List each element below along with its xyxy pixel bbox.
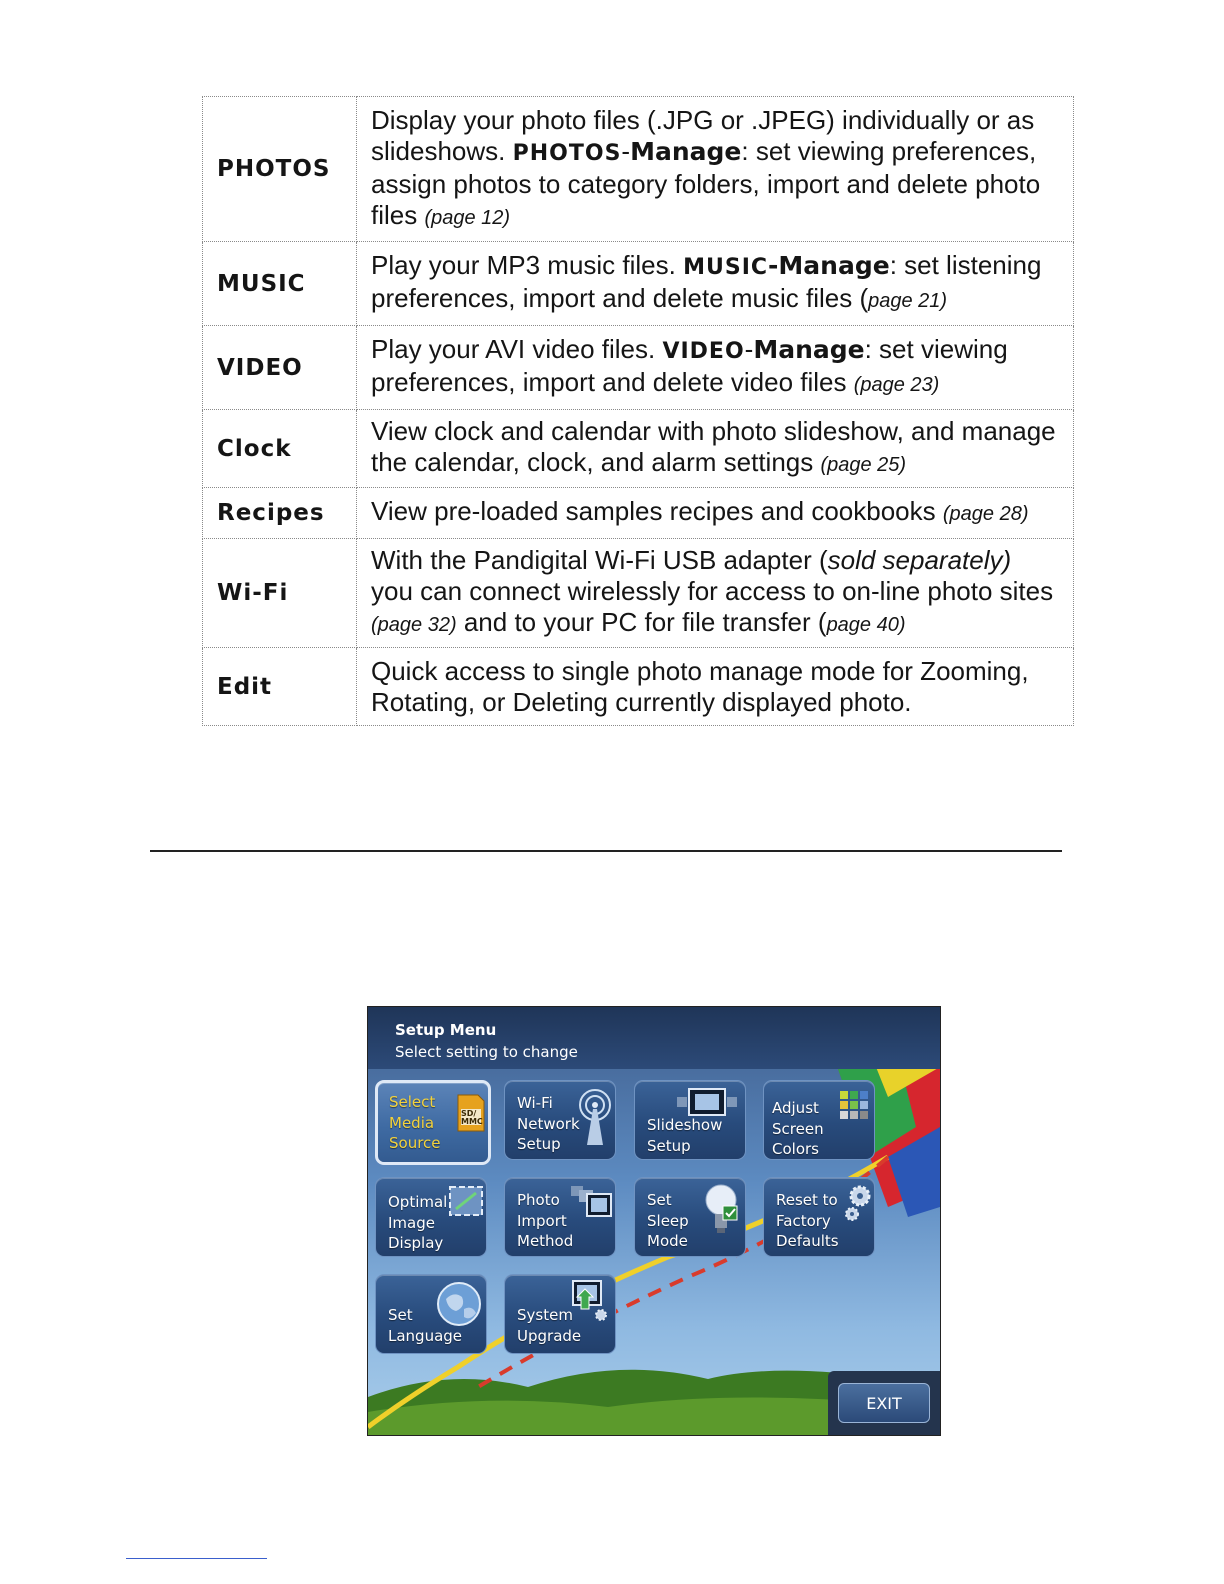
horizontal-rule [150, 850, 1062, 852]
photo-import-method-button[interactable] [504, 1177, 616, 1257]
lightbulb-icon [705, 1182, 741, 1240]
setup-menu-subtitle: Select setting to change [395, 1043, 578, 1061]
feature-table [202, 96, 1074, 726]
table-row [203, 488, 1074, 539]
table-row [203, 410, 1074, 488]
feature-label: Clock [203, 410, 357, 488]
table-row [203, 539, 1074, 648]
set-sleep-mode-button[interactable] [634, 1177, 746, 1257]
feature-description: View pre-loaded samples recipes and cookbooks (page 28) [357, 488, 1074, 539]
optimal-image-display-button[interactable] [375, 1177, 487, 1257]
setup-menu-screenshot [367, 1006, 941, 1436]
feature-label: Recipes [203, 488, 357, 539]
photo-stack-icon [569, 1184, 613, 1218]
table-row [203, 326, 1074, 410]
tile-label: Slideshow Setup [647, 1116, 723, 1155]
feature-description: Quick access to single photo manage mode for Zooming, Rotating, or Deleting currently displayed photo. [357, 648, 1074, 726]
set-language-button[interactable] [375, 1274, 487, 1354]
wifi-network-setup-button[interactable] [504, 1080, 616, 1160]
setup-menu-title: Setup Menu [395, 1021, 497, 1039]
adjust-screen-colors-button[interactable] [763, 1080, 875, 1160]
feature-label: MUSIC [203, 242, 357, 326]
exit-button[interactable]: EXIT [838, 1383, 930, 1423]
tile-label: Wi-Fi Network Setup [517, 1094, 580, 1153]
feature-description: Display your photo files (.JPG or .JPEG) individually or as slideshows. PHOTOS-Manage: set viewing preferences, assign photos to category folders, import and delete photo files (page 12) [357, 97, 1074, 242]
system-upgrade-button[interactable] [504, 1274, 616, 1354]
table-row [203, 242, 1074, 326]
table-row [203, 97, 1074, 242]
footnote-separator [126, 1558, 267, 1559]
tile-label: Optimal Image Display [388, 1193, 448, 1252]
wireless-antenna-icon [577, 1087, 613, 1147]
tile-label: Set Language [388, 1306, 463, 1345]
globe-icon [436, 1281, 482, 1327]
tile-label: Set Sleep Mode [647, 1191, 689, 1250]
select-media-source-button[interactable] [375, 1080, 491, 1165]
tile-label: Select Media Source [389, 1093, 441, 1152]
resize-frame-icon [448, 1185, 484, 1217]
feature-description: View clock and calendar with photo slideshow, and manage the calendar, clock, and alarm settings (page 25) [357, 410, 1074, 488]
gears-icon [844, 1184, 874, 1228]
color-grid-icon [840, 1091, 870, 1125]
tile-label: System Upgrade [517, 1306, 582, 1345]
tile-label: Photo Import Method [517, 1191, 574, 1250]
tile-label: Adjust Screen Colors [772, 1099, 824, 1158]
feature-description: With the Pandigital Wi-Fi USB adapter (sold separately) you can connect wirelessly for access to on-line photo sites (page 32) and to your PC for file transfer (page 40) [357, 539, 1074, 648]
feature-label: PHOTOS [203, 97, 357, 242]
upgrade-monitor-icon [567, 1279, 611, 1327]
table-row [203, 648, 1074, 726]
setup-menu-header [368, 1007, 940, 1069]
feature-description: Play your AVI video files. VIDEO-Manage: set viewing preferences, import and delete video files (page 23) [357, 326, 1074, 410]
slideshow-frame-icon [675, 1087, 741, 1117]
feature-label: VIDEO [203, 326, 357, 410]
sd-card-badge: SD/ MMC [461, 1109, 483, 1126]
feature-label: Edit [203, 648, 357, 726]
feature-description: Play your MP3 music files. MUSIC-Manage: set listening preferences, import and delete music files (page 21) [357, 242, 1074, 326]
slideshow-setup-button[interactable] [634, 1080, 746, 1160]
tile-label: Reset to Factory Defaults [776, 1191, 839, 1250]
reset-factory-defaults-button[interactable] [763, 1177, 875, 1257]
feature-label: Wi-Fi [203, 539, 357, 648]
